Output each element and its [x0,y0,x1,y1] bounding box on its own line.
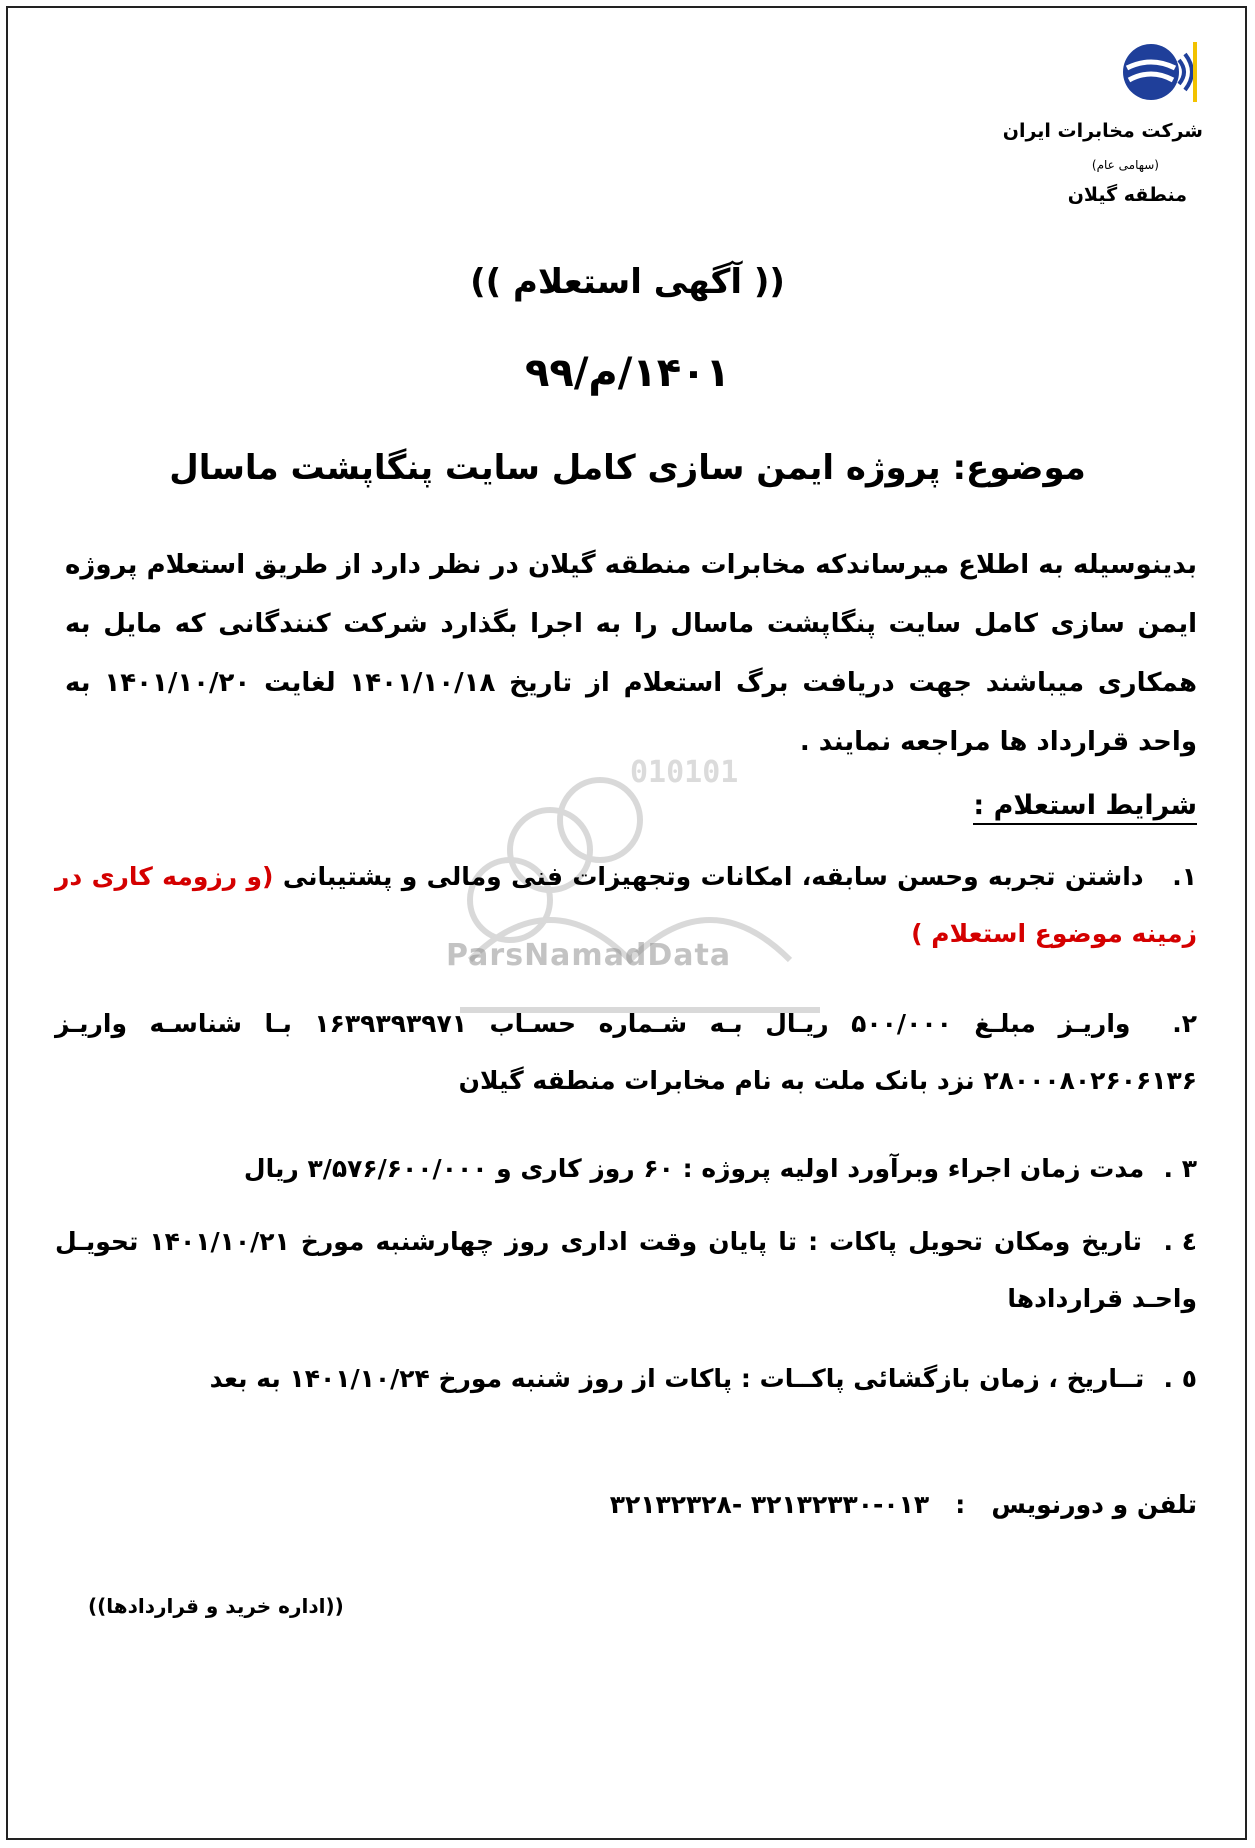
item-number: ۳ . [1163,1154,1197,1183]
delivery-date: ۱۴۰۱/۱۰/۲۱ [149,1227,290,1256]
intro-text-3: لغایت [250,668,350,698]
phone-fax-line [55,1490,1197,1519]
watermark-digits: 010101 [630,755,739,790]
item-text: داشتن تجربه وحسن سابقه، امکانات وتجهیزات فنی ومالی و پشتیبانی [273,862,1144,891]
condition-item-1 [55,848,1197,962]
phone-separator: : [937,1490,983,1519]
condition-item-4 [55,1213,1197,1327]
item-text: مورخ [289,1227,376,1256]
department-signature: ((اداره خرید و قراردادها)) [88,1594,344,1618]
condition-item-5 [55,1350,1197,1407]
condition-item-3 [55,1140,1197,1197]
item-text: تــاریخ ، زمان بازگشائی پاکــات : پاکات از [623,1364,1145,1393]
item-number: ۲. [1172,1009,1197,1038]
account-number: ۱۶۳۹۳۹۳۹۷۱ [314,1009,467,1038]
intro-text-2: را به اجرا بگذارد شرکت کنندگانی که مایل به همکاری میباشند جهت دریافت برگ استعلام از تاریخ [65,609,1197,698]
item-text: واریـز مبلـغ ۵۰۰/۰۰۰ ریـال بـه شـماره حسـاب [467,1009,1131,1038]
item-text: به بعد [209,1364,290,1393]
item-text: بـا شناسـه واریـز [55,1009,315,1038]
opening-date: ۱۴۰۱/۱۰/۲۴ [289,1364,430,1393]
watermark-brand: ParsNamadData [446,938,732,973]
intro-date-from: ۱۴۰۱/۱۰/۱۸ [349,668,496,698]
item-text: ریال [243,1154,308,1183]
item-number: ٤ . [1163,1227,1197,1256]
intro-text-1: بدینوسیله به اطلاع میرساندکه مخابرات منطقه گیلان در نظر دارد از طریق استعلام [137,550,1197,580]
phone-label: تلفن و دورنویس [991,1490,1197,1519]
item-text: نزد بانک ملت به نام مخابرات منطقه گیلان [458,1066,984,1095]
item-text: تاریخ ومکان تحویل پاکات : تا پایان وقت اداری روز [493,1227,1142,1256]
delivery-day: چهارشنبه [375,1227,494,1256]
project-duration-cost: ۶۰ روز کاری و ۳/۵۷۶/۶۰۰/۰۰۰ [307,1154,674,1183]
intro-text-4: به واحد قرارداد ها مراجعه نمایند . [65,668,1197,757]
intro-project-name: پروژه ایمن سازی کامل سایت پنگاپشت ماسال [65,550,1198,639]
conditions-heading: شرایط استعلام : [973,790,1197,825]
item-text: مدت زمان اجراء وبرآورد اولیه پروژه : [673,1154,1145,1183]
reference-number: ۱۴۰۱/م/۹۹ [524,350,731,396]
phone-numbers: ۰۱۳-۳۲۱۳۲۳۳۰ -۳۲۱۳۲۳۲۸ [609,1490,930,1519]
payment-id: ۲۸۰۰۰۸۰۲۶۰۶۱۳۶ [983,1066,1197,1095]
company-name: شرکت مخابرات ایران [1002,120,1203,142]
region-name: منطقه گیلان [1067,184,1187,206]
item-text: مورخ [429,1364,511,1393]
condition-item-2 [55,995,1197,1109]
item-number: ٥ . [1163,1364,1197,1393]
notice-title: (( آگهی استعلام )) [470,262,785,302]
intro-paragraph [65,536,1197,772]
item-red-note: (و رزومه کاری در زمینه موضوع استعلام ) [55,862,1197,948]
subject-line: موضوع: پروژه ایمن سازی کامل سایت پنگاپشت ماسال [169,448,1086,488]
item-number: ۱. [1172,862,1197,891]
item-text: تحویـل واحـد قراردادها [55,1227,1197,1313]
company-type: (سهامی عام) [1091,158,1159,172]
intro-date-to: ۱۴۰۱/۱۰/۲۰ [104,668,251,698]
opening-day: روز شنبه [510,1364,624,1393]
tci-logo-icon [1117,38,1203,108]
